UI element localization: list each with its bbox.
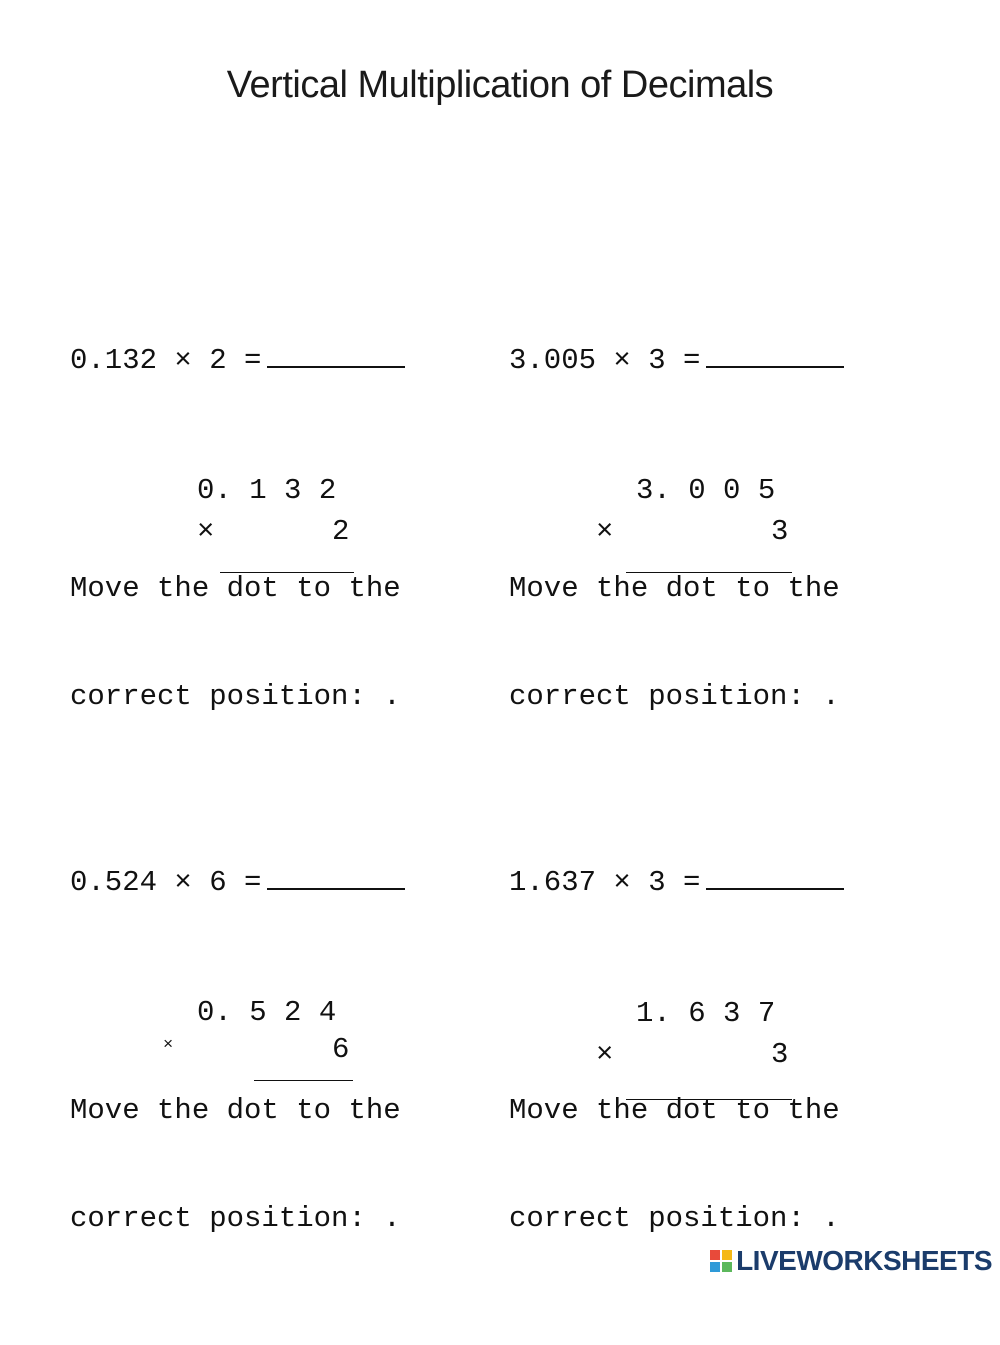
answer-line[interactable] bbox=[626, 1075, 792, 1100]
instruction bbox=[70, 1021, 405, 1309]
liveworksheets-logo bbox=[710, 1245, 992, 1277]
instruction-line-2: correct position: bbox=[70, 680, 366, 713]
draggable-dot[interactable]: . bbox=[822, 680, 840, 713]
problem-3 bbox=[70, 790, 405, 1345]
instruction-line-1: Move the dot to the bbox=[509, 1094, 840, 1127]
logo-text: LIVEWORKSHEETS bbox=[736, 1245, 992, 1276]
multiplier: 3 bbox=[771, 1038, 789, 1071]
top-number: 1. 6 3 7 bbox=[636, 997, 776, 1030]
instruction-line-1: Move the dot to the bbox=[70, 572, 401, 605]
answer-line[interactable] bbox=[254, 1060, 353, 1081]
times-sign: × bbox=[197, 515, 215, 548]
instruction-line-2: correct position: bbox=[70, 1202, 366, 1235]
answer-line[interactable] bbox=[626, 548, 792, 573]
answer-blank[interactable] bbox=[706, 862, 844, 890]
draggable-dot[interactable]: . bbox=[383, 1202, 401, 1235]
instruction-line-2: correct position: bbox=[509, 1202, 805, 1235]
multiplier: 3 bbox=[771, 515, 789, 548]
problem-1 bbox=[70, 268, 405, 823]
instruction-line-1: Move the dot to the bbox=[70, 1094, 401, 1127]
equation-text: 1.637 × 3 = bbox=[509, 866, 701, 899]
logo-squares-icon bbox=[710, 1250, 732, 1272]
top-number: 0. 5 2 4 bbox=[197, 996, 337, 1029]
equation-text: 0.132 × 2 = bbox=[70, 344, 262, 377]
equation-text: 3.005 × 3 = bbox=[509, 344, 701, 377]
times-sign: × bbox=[596, 1038, 614, 1071]
problem-2 bbox=[509, 268, 844, 823]
draggable-dot[interactable]: . bbox=[822, 1202, 840, 1235]
instruction bbox=[509, 499, 844, 787]
multiplier: 6 bbox=[332, 1033, 350, 1066]
answer-blank[interactable] bbox=[267, 340, 405, 368]
top-number: 0. 1 3 2 bbox=[197, 474, 337, 507]
multiplier: 2 bbox=[332, 515, 350, 548]
answer-blank[interactable] bbox=[706, 340, 844, 368]
draggable-dot[interactable]: . bbox=[383, 680, 401, 713]
equation-text: 0.524 × 6 = bbox=[70, 866, 262, 899]
answer-blank[interactable] bbox=[267, 862, 405, 890]
times-sign: × bbox=[163, 1036, 174, 1055]
instruction bbox=[70, 499, 405, 787]
instruction-line-1: Move the dot to the bbox=[509, 572, 840, 605]
top-number: 3. 0 0 5 bbox=[636, 474, 776, 507]
answer-line[interactable] bbox=[220, 548, 354, 573]
page-title: Vertical Multiplication of Decimals bbox=[226, 64, 774, 106]
instruction-line-2: correct position: bbox=[509, 680, 805, 713]
times-sign: × bbox=[596, 515, 614, 548]
